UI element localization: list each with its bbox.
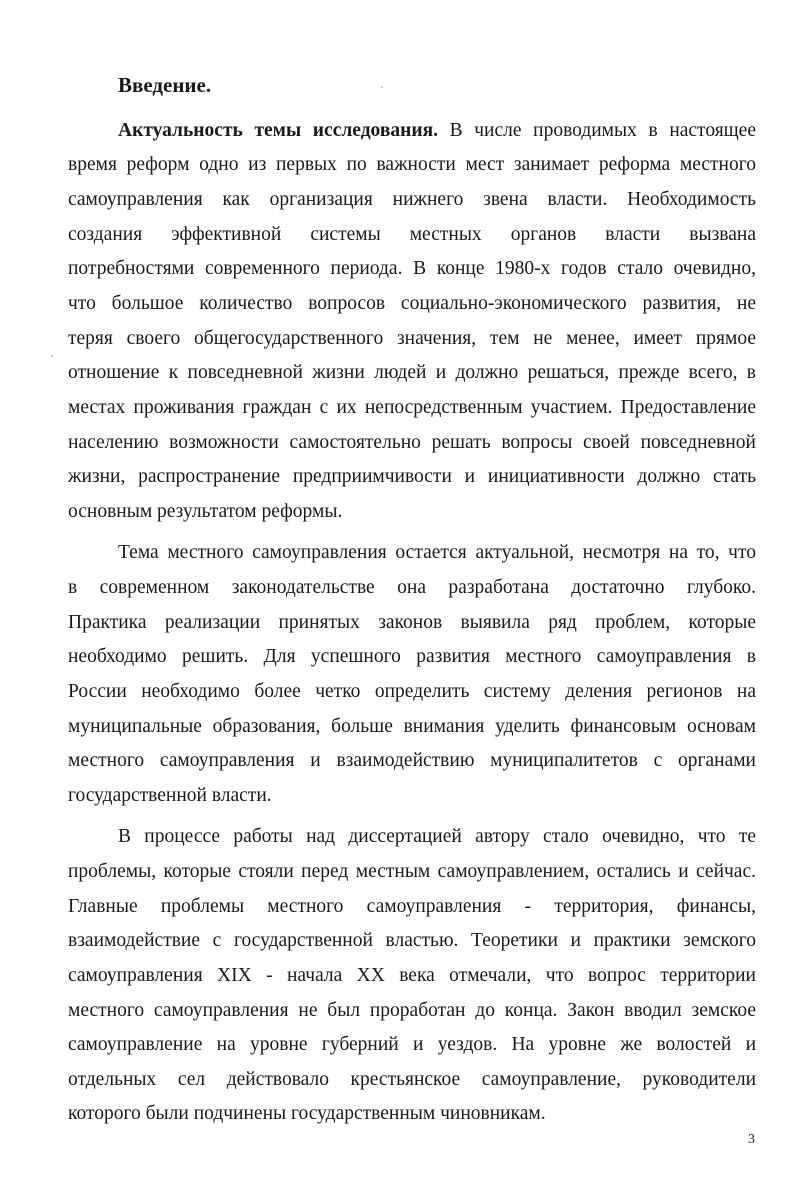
paragraph-1-line: теряя своего общегосударственного значения, тем не менее, имеет прямое xyxy=(68,328,756,349)
paragraph-2-line: государственной власти. xyxy=(68,785,272,806)
paragraph-1-line: отношение к повседневной жизни людей и должно решаться, прежде всего, в xyxy=(68,362,756,383)
paragraph-3-line: проблемы, которые стояли перед местным самоуправлением, остались и сейчас. xyxy=(68,861,756,882)
paragraph-1-line: основным результатом реформы. xyxy=(68,501,343,522)
paragraph-2-line: в современном законодательстве она разработана достаточно глубоко. xyxy=(68,577,756,598)
paragraph-2-line: Практика реализации принятых законов выявила ряд проблем, которые xyxy=(68,612,756,633)
paragraph-3-line: отдельных сел действовало крестьянское самоуправление, руководители xyxy=(68,1069,756,1090)
paragraph-3-line: местного самоуправления не был проработан до конца. Закон вводил земское xyxy=(68,1000,756,1021)
paragraph-1-line: что большое количество вопросов социально-экономического развития, не xyxy=(68,293,756,314)
paragraph-1-line: местах проживания граждан с их непосредственным участием. Предоставление xyxy=(68,397,756,418)
paragraph-3-line: самоуправления XIX - начала XX века отмечали, что вопрос территории xyxy=(68,965,756,986)
paragraph-2-line: необходимо решить. Для успешного развития местного самоуправления в xyxy=(68,646,756,667)
scan-speck xyxy=(381,86,383,88)
paragraph-3-line: В процессе работы над диссертацией автору стало очевидно, что те xyxy=(118,826,756,847)
paragraph-3-line: взаимодействие с государственной властью. Теоретики и практики земского xyxy=(68,930,756,951)
section-heading: Введение. xyxy=(118,73,212,97)
page-number: 3 xyxy=(748,1132,755,1147)
paragraph-3-line: самоуправление на уровне губерний и уездов. На уровне же волостей и xyxy=(68,1034,756,1055)
paragraph-1-line-1 xyxy=(118,114,756,148)
paragraph-1-line: самоуправления как организация нижнего звена власти. Необходимость xyxy=(68,189,756,210)
paragraph-2-line: муниципальные образования, больше внимания уделить финансовым основам xyxy=(68,716,756,737)
paragraph-1-line: жизни, распространение предприимчивости и инициативности должно стать xyxy=(68,466,756,487)
paragraph-3-line: которого были подчинены государственным чиновникам. xyxy=(68,1103,546,1124)
paragraph-1-line: населению возможности самостоятельно решать вопросы своей повседневной xyxy=(68,432,756,453)
paragraph-1-line-1-text: В числе проводимых в настоящее xyxy=(438,120,756,141)
topic-relevance-lead: Актуальность темы исследования. xyxy=(118,120,438,141)
paragraph-1-line: время реформ одно из первых по важности мест занимает реформа местного xyxy=(68,154,756,175)
paragraph-1-line: создания эффективной системы местных органов власти вызвана xyxy=(68,224,756,245)
paragraph-3-line: Главные проблемы местного самоуправления - территория, финансы, xyxy=(68,896,756,917)
scan-speck xyxy=(51,355,53,357)
paragraph-2-line: России необходимо более четко определить систему деления регионов на xyxy=(68,681,756,702)
paragraph-1-line: потребностями современного периода. В конце 1980-х годов стало очевидно, xyxy=(68,258,756,279)
paragraph-2-line: местного самоуправления и взаимодействию муниципалитетов с органами xyxy=(68,750,756,771)
paragraph-2-line: Тема местного самоуправления остается актуальной, несмотря на то, что xyxy=(118,542,756,563)
